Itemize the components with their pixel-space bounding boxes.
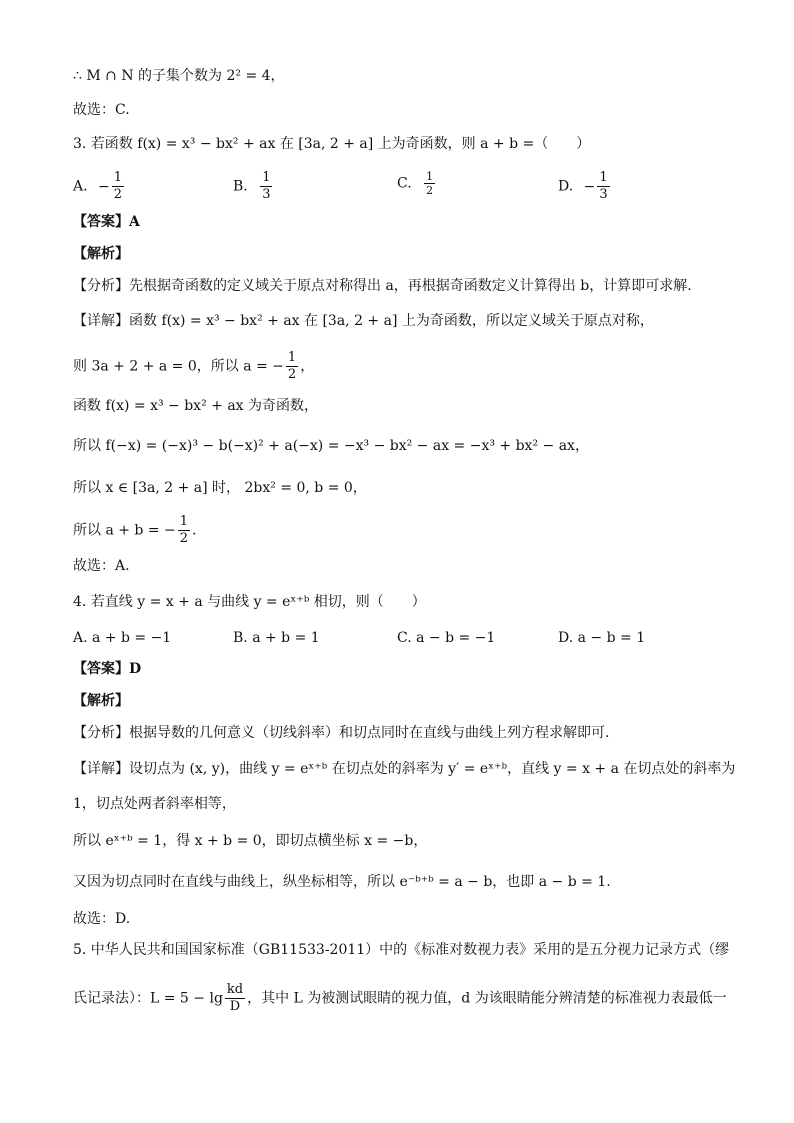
fraction-den: 2 [426,184,434,197]
option-sign: − [98,178,110,195]
question-5: 5. 中华人民共和国国家标准（GB11533-2011）中的《标准对数视力表》采用的是五分视力记录方式（缪 [73,942,730,958]
text-line: 故选：A. [73,558,130,574]
analysis-label: 【解析】 [73,246,129,262]
fraction-num: 1 [426,170,434,183]
text-line: 【分析】先根据奇函数的定义域关于原点对称得出 a，再根据奇函数定义计算得出 b，计算即可求解. [73,278,692,294]
fraction-num: 1 [179,514,189,529]
analysis-label: 【解析】 [73,693,129,709]
q4-option-d: D. a − b = 1 [558,630,646,646]
text-line [73,982,734,1015]
answer-label: 【答案】D [73,661,142,677]
text-line: 所以 f(−x) = (−x)³ − b(−x)² + a(−x) = −x³ − bx² − ax = −x³ + bx² − ax， [73,438,589,454]
option-label: C. [397,175,412,192]
fraction [597,170,609,203]
text-line: 1，切点处两者斜率相等， [73,796,236,812]
text-line [73,514,734,547]
q3-option-c [397,170,437,197]
text-line: 【详解】设切点为 (x, y)，曲线 y = eˣ⁺ᵇ 在切点处的斜率为 y′ = eˣ⁺ᵇ，直线 y = x + a 在切点处的斜率为 [73,761,736,777]
fraction [178,514,190,547]
text-span: 所以 a + b = − [73,522,176,539]
fraction-den: 2 [179,531,189,546]
question-3: 3. 若函数 f(x) = x³ − bx² + ax 在 [3a, 2 + a] 上为奇函数，则 a + b =（ ） [73,136,591,152]
fraction-num: 1 [287,350,297,365]
fraction-num: kd [226,982,244,997]
option-sign: − [583,178,596,195]
text-line: 【分析】根据导数的几何意义（切线斜率）和切点同时在直线与曲线上列方程求解即可. [73,725,610,741]
q3-option-b [233,170,274,203]
fraction-num: 1 [599,170,608,185]
question-4: 4. 若直线 y = x + a 与曲线 y = eˣ⁺ᵇ 相切，则（ ） [73,594,426,610]
answer-label: 【答案】A [73,214,140,230]
text-line: 所以 x ∈ [3a, 2 + a] 时， 2bx² = 0, b = 0， [73,480,367,496]
fraction [424,170,435,197]
text-line: 故选：D. [73,911,131,927]
q3-option-a [73,170,126,203]
option-label: B. [233,178,248,195]
q4-option-b: B. a + b = 1 [233,630,320,646]
fraction-num: 1 [113,170,123,185]
q4-option-c: C. a − b = −1 [397,630,496,646]
text-line: ∴ M ∩ N 的子集个数为 2² = 4， [73,68,285,84]
fraction-den: 2 [287,367,297,382]
text-line: 所以 eˣ⁺ᵇ = 1，得 x + b = 0，即切点横坐标 x = −b， [73,833,428,849]
text-line: 【详解】函数 f(x) = x³ − bx² + ax 在 [3a, 2 + a] 上为奇函数，所以定义域关于原点对称， [73,313,654,329]
text-span: 氏记录法）：L = 5 − lg [73,990,223,1007]
fraction [112,170,124,203]
text-span: . [192,522,197,539]
text-span: 则 3a + 2 + a = 0，所以 a = − [73,358,284,375]
text-line: 函数 f(x) = x³ − bx² + ax 为奇函数， [73,398,319,414]
q3-option-d [558,170,612,203]
text-line: 故选：C. [73,102,130,118]
fraction-den: 3 [599,187,608,202]
option-label: D. [558,178,574,195]
text-span: ， [300,358,315,375]
text-span: ，其中 L 为被测试眼睛的视力值，d 为该眼睛能分辨清楚的标准视力表最低一 [247,990,727,1007]
fraction [225,982,245,1015]
text-line [73,350,734,383]
text-line: 又因为切点同时在直线与曲线上，纵坐标相等，所以 e⁻ᵇ⁺ᵇ = a − b，也即 a − b = 1. [73,874,611,890]
fraction [286,350,298,383]
fraction-den: D [229,999,241,1014]
q4-option-a: A. a + b = −1 [73,630,172,646]
fraction [260,170,272,203]
option-label: A. [73,178,88,195]
fraction-num: 1 [262,170,271,185]
fraction-den: 2 [113,187,123,202]
fraction-den: 3 [262,187,271,202]
